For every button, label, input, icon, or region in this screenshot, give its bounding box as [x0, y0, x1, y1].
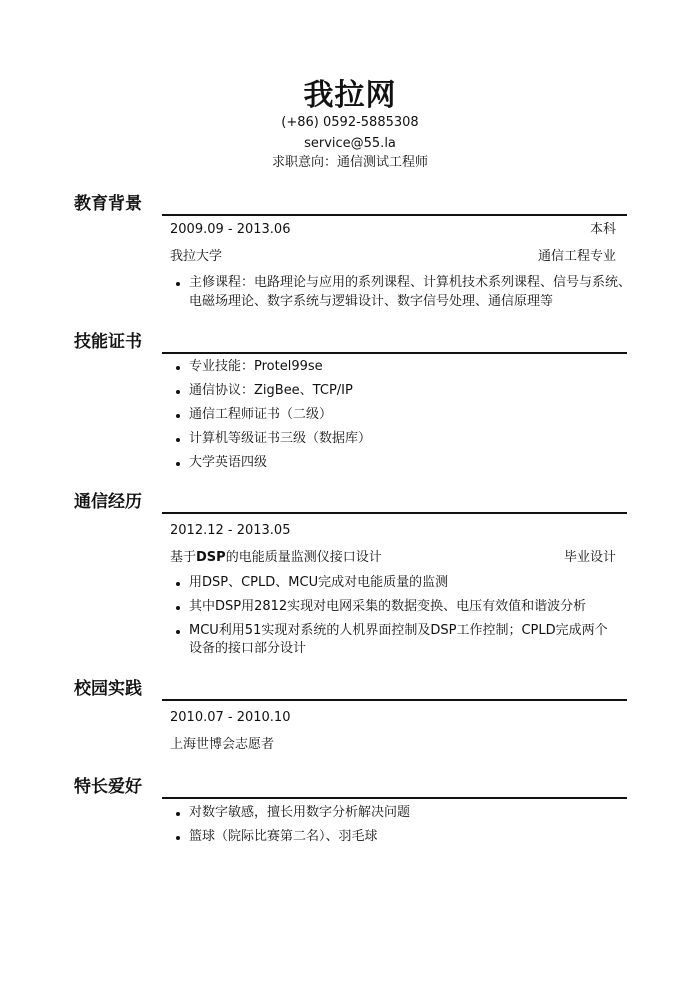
bullet-dot	[176, 606, 180, 610]
experience-project-type: 毕业设计	[563, 550, 616, 565]
section-title-hobbies: 特长爱好	[74, 777, 142, 797]
bullet-dot	[176, 390, 180, 394]
project-title-prefix: 基于	[170, 550, 197, 565]
job-objective: 求职意向：通信测试工程师	[271, 155, 428, 170]
section-divider	[162, 512, 627, 514]
education-courses-line1: 主修课程：电路理论与应用的系列课程、计算机技术系列课程、信号与系统、	[189, 275, 632, 290]
experience-date: 2012.12 - 2013.05	[170, 523, 291, 538]
education-courses-line2: 电磁场理论、数字系统与逻辑设计、数字信号处理、通信原理等	[189, 294, 554, 309]
project-title-bold: DSP	[196, 550, 226, 565]
email-address: service@55.la	[304, 136, 396, 151]
section-divider	[162, 797, 627, 799]
section-divider	[162, 214, 627, 216]
campus-date: 2010.07 - 2010.10	[170, 710, 291, 725]
experience-item-continuation: 设备的接口部分设计	[189, 641, 307, 656]
experience-item: 其中DSP用2812实现对电网采集的数据变换、电压有效值和谐波分析	[189, 599, 587, 614]
skill-item: 通信工程师证书（二级）	[189, 407, 333, 422]
phone-number: (+86) 0592-5885308	[281, 115, 419, 130]
section-divider	[162, 352, 627, 354]
skill-item: 大学英语四级	[189, 455, 268, 470]
experience-project-title	[170, 549, 382, 567]
section-title-skills: 技能证书	[74, 332, 142, 352]
candidate-name: 我拉网	[303, 78, 397, 113]
education-degree: 本科	[589, 222, 616, 237]
education-school: 我拉大学	[170, 249, 223, 264]
bullet-dot	[176, 630, 180, 634]
section-title-campus: 校园实践	[74, 679, 142, 699]
project-title-suffix: 的电能质量监测仪接口设计	[225, 550, 382, 565]
section-divider	[162, 699, 627, 701]
bullet-dot	[176, 414, 180, 418]
hobby-item: 对数字敏感，擅长用数字分析解决问题	[189, 805, 411, 820]
skill-item: 计算机等级证书三级（数据库）	[189, 431, 372, 446]
bullet-dot	[176, 836, 180, 840]
bullet-dot	[176, 462, 180, 466]
experience-item: MCU利用51实现对系统的人机界面控制及DSP工作控制；CPLD完成两个	[189, 623, 608, 638]
campus-role: 上海世博会志愿者	[170, 737, 275, 752]
education-date: 2009.09 - 2013.06	[170, 222, 291, 237]
bullet-dot	[176, 282, 180, 286]
skill-item: 专业技能：Protel99se	[189, 359, 323, 374]
education-major: 通信工程专业	[537, 249, 616, 264]
section-title-experience: 通信经历	[74, 492, 142, 512]
bullet-dot	[176, 812, 180, 816]
bullet-dot	[176, 582, 180, 586]
bullet-dot	[176, 366, 180, 370]
hobby-item: 篮球（院际比赛第二名）、羽毛球	[189, 829, 378, 844]
section-title-education: 教育背景	[74, 194, 142, 214]
experience-item: 用DSP、CPLD、MCU完成对电能质量的监测	[189, 575, 449, 590]
bullet-dot	[176, 438, 180, 442]
skill-item: 通信协议：ZigBee、TCP/IP	[189, 383, 353, 398]
